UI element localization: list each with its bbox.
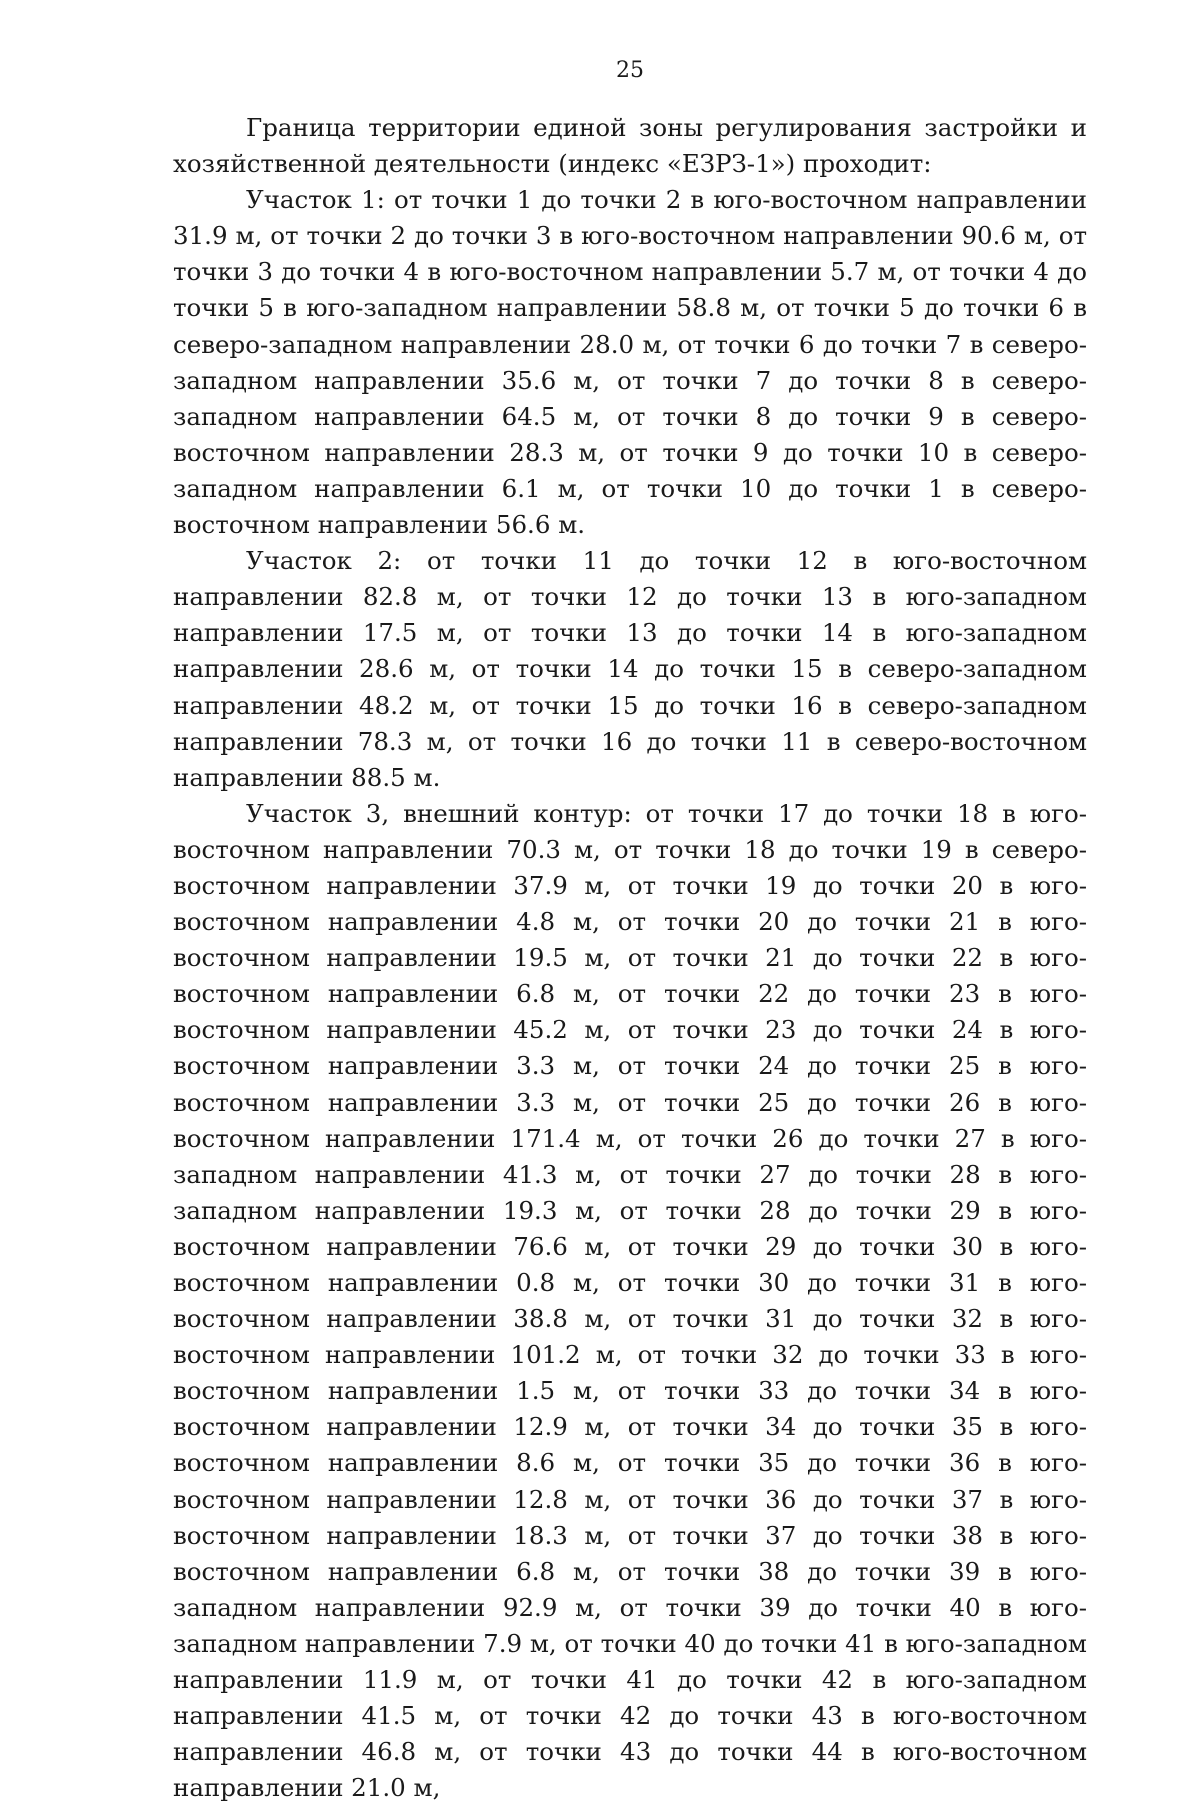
paragraph-boundary-intro: Граница территории единой зоны регулирования застройки и хозяйственной деятельности (индекс «ЕЗРЗ-1») проходит: xyxy=(173,113,1087,179)
paragraph-section-3-outer-contour: Участок 3, внешний контур: от точки 17 до точки 18 в юго-восточном направлении 70.3 м, от точки 18 до точки 19 в северо-восточном направлении 37.9 м, от точки 19 до точки 20 в юго-восточном направлении 4.8 м, от точки 20 до точки 21 в юго-восточном направлении 19.5 м, от точки 21 до точки 22 в юго-восточном направлении 6.8 м, от точки 22 до точки 23 в юго-восточном направлении 45.2 м, от точки 23 до точки 24 в юго-восточном направлении 3.3 м, от точки 24 до точки 25 в юго-восточном направлении 3.3 м, от точки 25 до точки 26 в юго-восточном направлении 171.4 м, от точки 26 до точки 27 в юго-западном направлении 41.3 м, от точки 27 до точки 28 в юго-западном направлении 19.3 м, от точки 28 до точки 29 в юго-восточном направлении 76.6 м, от точки 29 до точки 30 в юго-восточном направлении 0.8 м, от точки 30 до точки 31 в юго-восточном направлении 38.8 м, от точки 31 до точки 32 в юго-восточном направлении 101.2 м, от точки 32 до точки 33 в юго-восточном направлении 1.5 м, от точки 33 до точки 34 в юго-восточном направлении 12.9 м, от точки 34 до точки 35 в юго-восточном направлении 8.6 м, от точки 35 до точки 36 в юго-восточном направлении 12.8 м, от точки 36 до точки 37 в юго-восточном направлении 18.3 м, от точки 37 до точки 38 в юго-восточном направлении 6.8 м, от точки 38 до точки 39 в юго-западном направлении 92.9 м, от точки 39 до точки 40 в юго-западном направлении 7.9 м, от точки 40 до точки 41 в юго-западном направлении 11.9 м, от точки 41 до точки 42 в юго-западном направлении 41.5 м, от точки 42 до точки 43 в юго-восточном направлении 46.8 м, от точки 43 до точки 44 в юго-восточном направлении 21.0 м, xyxy=(173,798,1087,1803)
paragraph-section-2: Участок 2: от точки 11 до точки 12 в юго-восточном направлении 82.8 м, от точки 12 до точки 13 в юго-западном направлении 17.5 м, от точки 13 до точки 14 в юго-западном направлении 28.6 м, от точки 14 до точки 15 в северо-западном направлении 48.2 м, от точки 15 до точки 16 в северо-западном направлении 78.3 м, от точки 16 до точки 11 в северо-восточном направлении 88.5 м. xyxy=(173,546,1087,792)
page-number: 25 xyxy=(616,58,644,83)
paragraph-section-1: Участок 1: от точки 1 до точки 2 в юго-восточном направлении 31.9 м, от точки 2 до точки 3 в юго-восточном направлении 90.6 м, от точки 3 до точки 4 в юго-восточном направлении 5.7 м, от точки 4 до точки 5 в юго-западном направлении 58.8 м, от точки 5 до точки 6 в северо-западном направлении 28.0 м, от точки 6 до точки 7 в северо-западном направлении 35.6 м, от точки 7 до точки 8 в северо-западном направлении 64.5 м, от точки 8 до точки 9 в северо-восточном направлении 28.3 м, от точки 9 до точки 10 в северо-западном направлении 6.1 м, от точки 10 до точки 1 в северо-восточном направлении 56.6 м. xyxy=(173,185,1087,540)
